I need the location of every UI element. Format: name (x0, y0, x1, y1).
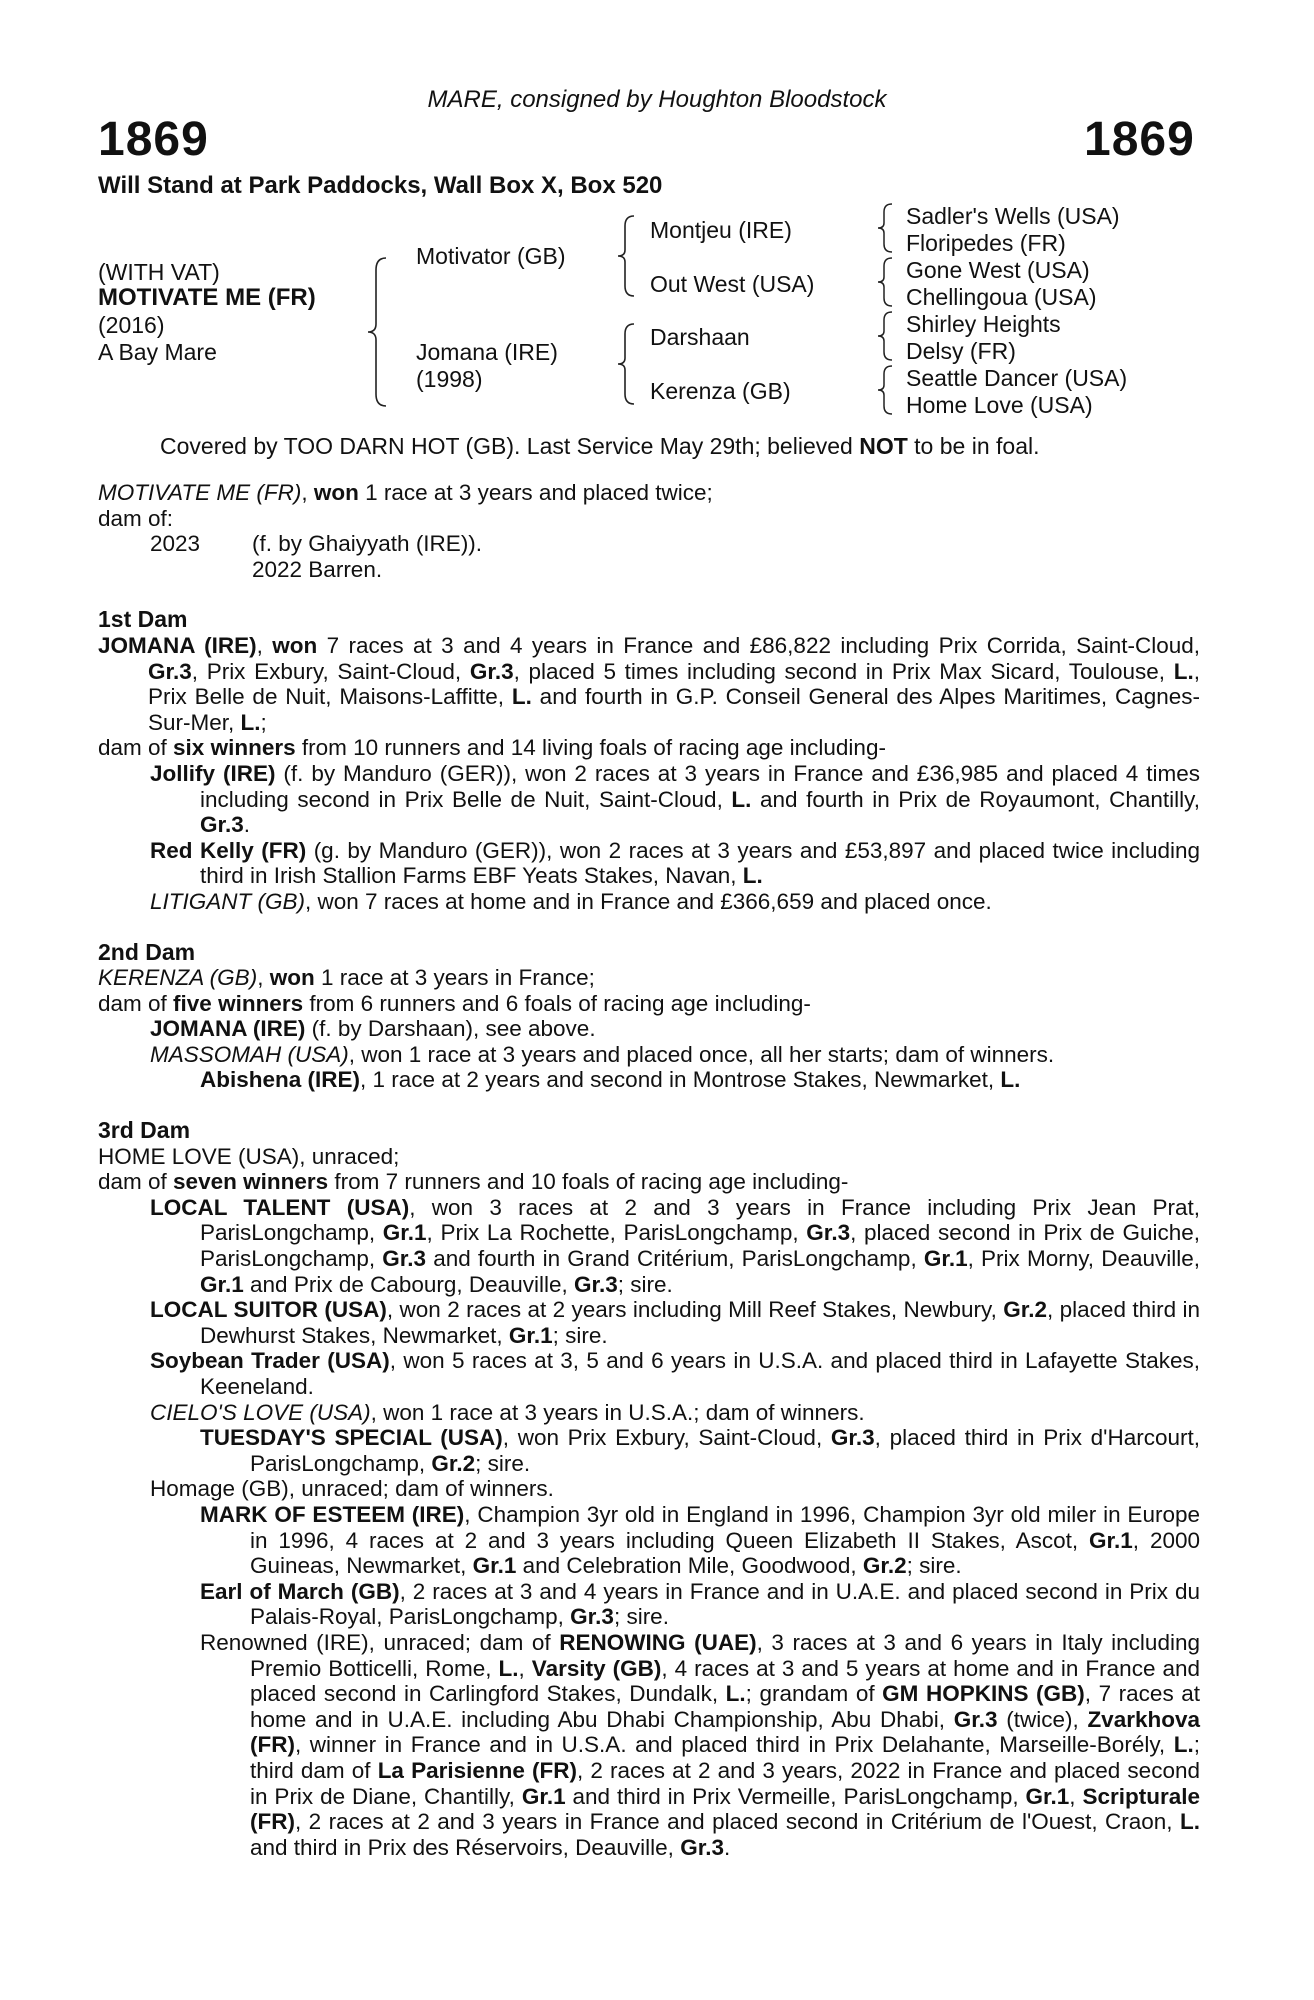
sire-dam: Out West (USA) (650, 271, 815, 297)
dam-dam: Kerenza (GB) (650, 378, 791, 404)
horse-name: MOTIVATE ME (FR) (98, 284, 316, 311)
progeny-local-suitor: LOCAL SUITOR (USA), won 2 races at 2 years including Mill Reef Stakes, Newbury, Gr.2, placed third in Dewhurst Stakes, Newmarket, Gr.1; sire. (150, 1297, 1200, 1348)
progeny-earl-of-march: Earl of March (GB), 2 races at 3 and 4 years in France and in U.A.E. and placed second in Prix du Palais-Royal, ParisLongchamp, Gr.3; sire. (200, 1578, 1201, 1630)
dam-sire: Darshaan (650, 324, 750, 350)
progeny-mark-of-esteem: MARK OF ESTEEM (IRE), Champion 3yr old in England in 1996, Champion 3yr old miler in Europe in 1996, 4 races at 2 and 3 years including Queen Elizabeth II Stakes, Ascot, Gr.1, 2000 Guineas, Newmarket, Gr.1 and Celebration Mile, Goodwood, Gr.2; sire. (200, 1501, 1201, 1579)
sire-name: Motivator (GB) (416, 243, 566, 269)
dam-dam-sire: Seattle Dancer (USA) (906, 365, 1128, 391)
progeny-renowned: Renowned (IRE), unraced; dam of RENOWING (UAE), 3 races at 3 and 6 years in Italy including Premio Botticelli, Rome, L., Varsity (GB), 4 races at 3 and 5 years at home and in France and placed second in Carlingford Stakes, Dundalk, L.; grandam of GM HOPKINS (GB), 7 races at home and in U.A.E. including Abu Dhabi Championship, Abu Dhabi, Gr.3 (twice), Zvarkhova (FR), winner in France and in U.S.A. and placed third in Prix Delahante, Marseille-Borély, L.; third dam of La Parisienne (FR), 2 races at 2 and 3 years, 2022 in France and placed second in Prix de Diane, Chantilly, Gr.1 and third in Prix Vermeille, ParisLongchamp, Gr.1, Scripturale (FR), 2 races at 2 and 3 years in France and placed second in Critérium de l'Ouest, Craon, L. and third in Prix des Réservoirs, Deauville, Gr.3. (200, 1629, 1201, 1860)
pedigree-brace-dam (616, 322, 638, 406)
foal-2023: 2023 (f. by Ghaiyyath (IRE)). (150, 531, 483, 557)
second-dam-produce-summary: dam of five winners from 6 runners and 6 foals of racing age including- (98, 990, 811, 1016)
horse-description: A Bay Mare (98, 339, 217, 365)
pedigree-brace-sire (616, 214, 638, 298)
dam-sire-sire: Shirley Heights (906, 311, 1061, 337)
first-dam-record: JOMANA (IRE), won 7 races at 3 and 4 years in France and £86,822 including Prix Corrida, Saint-Cloud, Gr.3, Prix Exbury, Saint-Cloud, Gr.3, placed 5 times including second in Prix Max Sicard, Toulouse, L., Prix Belle de Nuit, Maisons-Laffitte, L. and fourth in G.P. Conseil General des Alpes Maritimes, Cagnes-Sur-Mer, L.; (98, 632, 1200, 735)
progeny-red-kelly: Red Kelly (FR) (g. by Manduro (GER)), won 2 races at 3 years and £53,897 and placed twice including third in Irish Stallion Farms EBF Yeats Stakes, Navan, L. (150, 837, 1201, 889)
second-dam-heading: 2nd Dam (98, 938, 196, 965)
progeny-tuesdays-special: TUESDAY'S SPECIAL (USA), won Prix Exbury, Saint-Cloud, Gr.3, placed third in Prix d'Harcourt, ParisLongchamp, Gr.2; sire. (200, 1425, 1200, 1476)
dam-sire-dam: Delsy (FR) (906, 338, 1016, 364)
progeny-jollify: Jollify (IRE) (f. by Manduro (GER)), won 2 races at 3 years in France and £36,985 and placed 4 times including second in Prix Belle de Nuit, Saint-Cloud, L. and fourth in Prix de Royaumont, Chantilly, Gr.3. (150, 760, 1200, 838)
progeny-local-talent: LOCAL TALENT (USA), won 3 races at 2 and 3 years in France including Prix Jean Prat, ParisLongchamp, Gr.1, Prix La Rochette, ParisLongchamp, Gr.3, placed second in Prix de Guiche, ParisLongchamp, Gr.3 and fourth in Grand Critérium, ParisLongchamp, Gr.1, Prix Morny, Deauville, Gr.1 and Prix de Cabourg, Deauville, Gr.3; sire. (150, 1194, 1201, 1297)
third-dam-record: HOME LOVE (USA), unraced; (98, 1143, 400, 1169)
second-dam-record: KERENZA (GB), won 1 race at 3 years in France; (98, 965, 595, 991)
third-dam-produce-summary: dam of seven winners from 7 runners and 10 foals of racing age including- (98, 1169, 849, 1195)
vat-note: (WITH VAT) (98, 259, 220, 285)
sire-dam-sire: Gone West (USA) (906, 257, 1090, 283)
sire-sire: Montjeu (IRE) (650, 217, 792, 243)
progeny-soybean-trader: Soybean Trader (USA), won 5 races at 3, 5 and 6 years in U.S.A. and placed third in Lafayette Stakes, Keeneland. (150, 1348, 1200, 1399)
third-dam-heading: 3rd Dam (98, 1117, 191, 1144)
progeny-abishena: Abishena (IRE), 1 race at 2 years and second in Montrose Stakes, Newmarket, L. (200, 1067, 1021, 1093)
stand-location: Will Stand at Park Paddocks, Wall Box X, Box 520 (98, 172, 663, 199)
sire-dam-dam: Chellingoua (USA) (906, 284, 1097, 310)
horse-year: (2016) (98, 312, 165, 338)
barren-2022: 2022 Barren. (252, 556, 383, 582)
sire-sire-dam: Floripedes (FR) (906, 230, 1066, 256)
progeny-homage: Homage (GB), unraced; dam of winners. (150, 1476, 554, 1502)
dam-of-label: dam of: (98, 505, 174, 531)
first-dam-heading: 1st Dam (98, 606, 188, 633)
progeny-jomana: JOMANA (IRE) (f. by Darshaan), see above. (150, 1016, 596, 1042)
consignor-line: MARE, consigned by Houghton Bloodstock (427, 86, 887, 113)
progeny-massomah: MASSOMAH (USA), won 1 race at 3 years and placed once, all her starts; dam of winners. (150, 1041, 1055, 1067)
produce-record: MOTIVATE ME (FR), won 1 race at 3 years and placed twice; (98, 480, 713, 505)
dam-dam-dam: Home Love (USA) (906, 392, 1093, 418)
pedigree-brace-gen1 (366, 256, 390, 408)
progeny-cielos-love: CIELO'S LOVE (USA), won 1 race at 3 years in U.S.A.; dam of winners. (150, 1399, 865, 1425)
pedigree-braces-gen3 (876, 202, 896, 418)
covering-note: Covered by TOO DARN HOT (GB). Last Service May 29th; believed NOT to be in foal. (160, 433, 1040, 459)
catalogue-body (98, 480, 1200, 1860)
dam-name: Jomana (IRE) (416, 339, 558, 365)
progeny-litigant: LITIGANT (GB), won 7 races at home and in France and £366,659 and placed once. (150, 888, 992, 914)
sire-sire-sire: Sadler's Wells (USA) (906, 203, 1120, 229)
dam-year: (1998) (416, 366, 483, 392)
lot-number-left: 1869 (98, 113, 209, 166)
lot-number-right: 1869 (1084, 113, 1195, 166)
first-dam-produce-summary: dam of six winners from 10 runners and 14 living foals of racing age including- (98, 735, 886, 761)
